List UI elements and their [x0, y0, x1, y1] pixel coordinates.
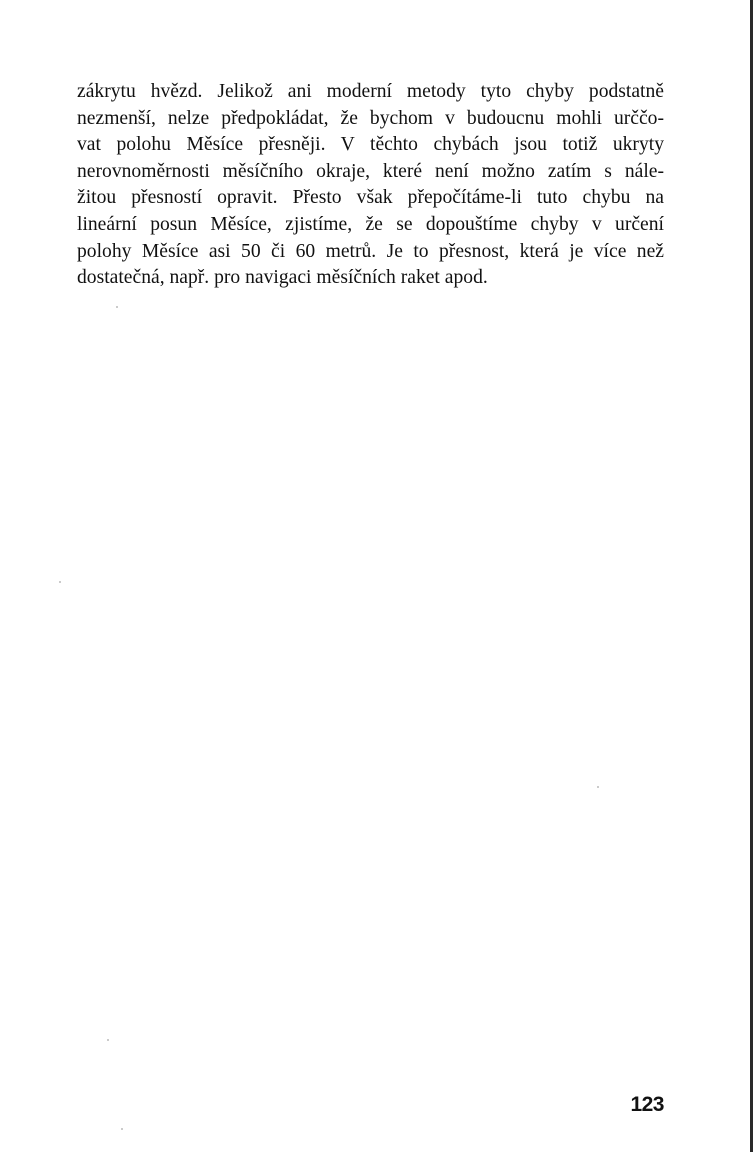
- speck: [116, 306, 118, 308]
- body-text: [77, 79, 664, 292]
- text-line: nerovnoměrnosti měsíčního okraje, které není možno zatím s nále-: [77, 160, 664, 182]
- text-line: lineární posun Měsíce, zjistíme, že se dopouštíme chyby v určení: [77, 213, 664, 235]
- speck: [59, 581, 61, 583]
- page-number: 123: [630, 1093, 664, 1116]
- text-line: vat polohu Měsíce přesněji. V těchto chybách jsou totiž ukryty: [77, 134, 664, 156]
- speck: [107, 1039, 109, 1041]
- speck: [597, 786, 599, 788]
- text-line: dostatečná, např. pro navigaci měsíčních raket apod.: [77, 267, 488, 289]
- text-line: polohy Měsíce asi 50 či 60 metrů. Je to přesnost, která je více než: [77, 240, 664, 262]
- text-line: žitou přesností opravit. Přesto však přepočítáme-li tuto chybu na: [77, 187, 664, 209]
- speck: [121, 1128, 123, 1130]
- text-line: nezmenší, nelze předpokládat, že bychom v budoucnu mohli urččo-: [77, 107, 664, 129]
- text-line: zákrytu hvězd. Jelikož ani moderní metody tyto chyby podstatně: [77, 81, 664, 102]
